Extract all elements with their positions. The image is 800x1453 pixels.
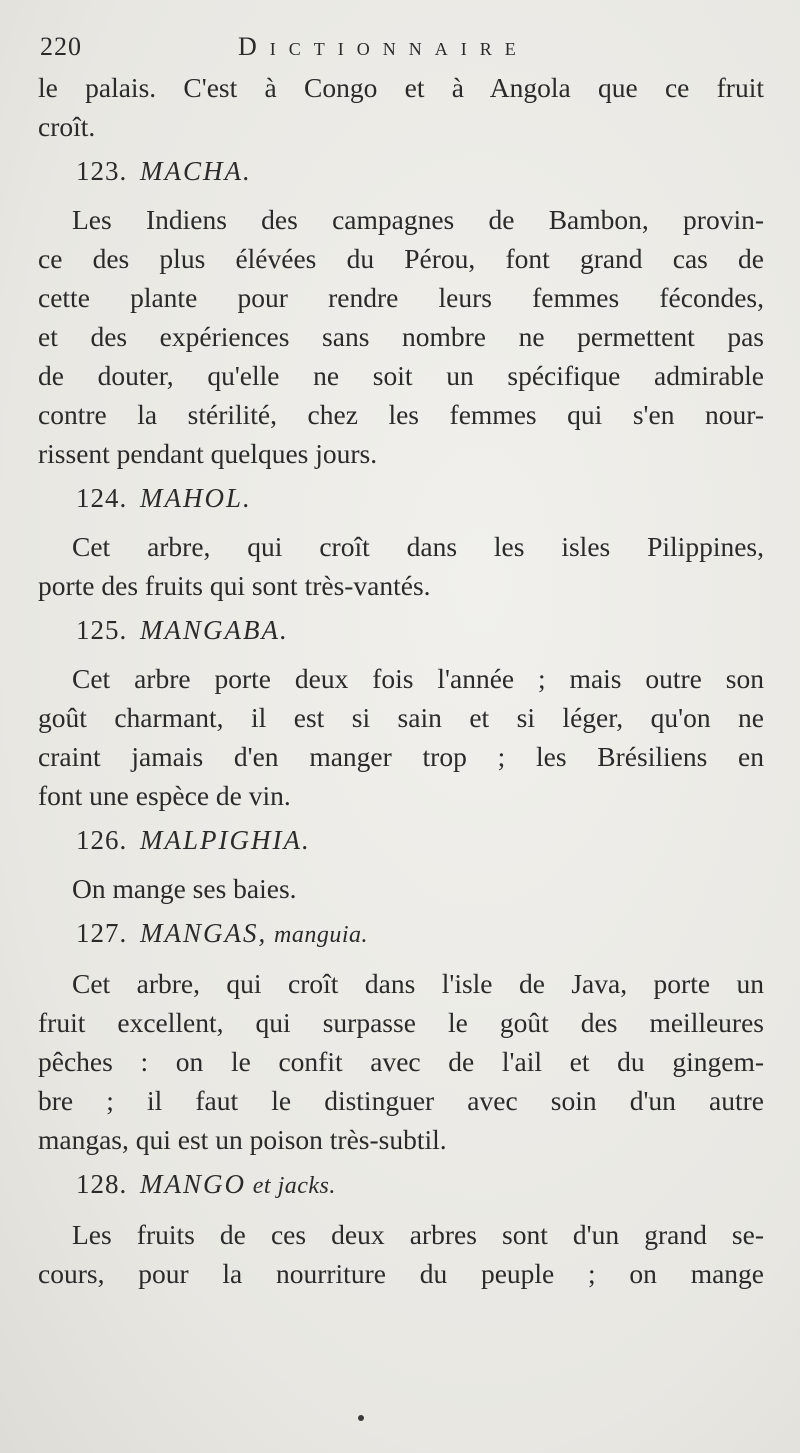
entry-number: 128. bbox=[76, 1169, 128, 1199]
entry-heading-124 bbox=[76, 479, 764, 517]
text-line: fruit excellent, qui surpasse le goût des meilleures bbox=[38, 1007, 764, 1038]
text-line: Cet arbre, qui croît dans l'isle de Java, porte un bbox=[72, 968, 764, 999]
entry-heading-126 bbox=[76, 821, 764, 859]
entry-name: MANGABA. bbox=[140, 615, 289, 645]
text-line: Les Indiens des campagnes de Bambon, provin- bbox=[72, 204, 764, 235]
text-line: le palais. C'est à Congo et à Angola que ce fruit bbox=[38, 72, 764, 103]
entry-name: MANGO bbox=[140, 1169, 246, 1199]
entry-heading-127 bbox=[76, 914, 764, 954]
entry-number: 126. bbox=[76, 825, 128, 855]
entry-alt-name: manguia. bbox=[273, 922, 368, 948]
entry-name: MANGAS, bbox=[140, 918, 268, 948]
text-line: bre ; il faut le distinguer avec soin d'un autre bbox=[38, 1085, 764, 1116]
entry-name: MALPIGHIA. bbox=[140, 825, 311, 855]
text-line: On mange ses baies. bbox=[72, 873, 297, 904]
text-line: porte des fruits qui sont très-vantés. bbox=[38, 570, 431, 601]
entry-number: 125. bbox=[76, 615, 128, 645]
printer-mark bbox=[358, 1415, 364, 1421]
entry-body-127 bbox=[38, 964, 764, 1159]
text-line: font une espèce de vin. bbox=[38, 780, 291, 811]
text-line: goût charmant, il est si sain et si léger, qu'on ne bbox=[38, 702, 764, 733]
text-line: craint jamais d'en manger trop ; les Brésiliens en bbox=[38, 741, 764, 772]
entry-name: MACHA. bbox=[140, 156, 252, 186]
text-line: cette plante pour rendre leurs femmes fécondes, bbox=[38, 282, 764, 313]
text-line: mangas, qui est un poison très-subtil. bbox=[38, 1124, 447, 1155]
entry-body-123 bbox=[38, 200, 764, 473]
entry-heading-123 bbox=[76, 152, 764, 190]
text-line: cours, pour la nourriture du peuple ; on mange bbox=[38, 1258, 764, 1289]
text-line: Cet arbre porte deux fois l'année ; mais outre son bbox=[72, 663, 764, 694]
entry-alt-name: et jacks. bbox=[252, 1173, 336, 1199]
entry-body-124 bbox=[38, 527, 764, 605]
running-title: Dictionnaire bbox=[238, 32, 529, 61]
entry-number: 124. bbox=[76, 483, 128, 513]
entry-body-125 bbox=[38, 659, 764, 815]
text-line: Les fruits de ces deux arbres sont d'un grand se- bbox=[72, 1219, 764, 1250]
entry-body-128 bbox=[38, 1215, 764, 1293]
entry-heading-125 bbox=[76, 611, 764, 649]
text-line: et des expériences sans nombre ne permettent pas bbox=[38, 321, 764, 352]
entry-number: 127. bbox=[76, 918, 128, 948]
text-line: Cet arbre, qui croît dans les isles Pilippines, bbox=[72, 531, 764, 562]
page-number: 220 bbox=[40, 32, 82, 61]
text-line: croît. bbox=[38, 111, 96, 142]
page-text bbox=[38, 68, 764, 1293]
text-line: de douter, qu'elle ne soit un spécifique admirable bbox=[38, 360, 764, 391]
continued-paragraph bbox=[38, 68, 764, 146]
running-head bbox=[38, 28, 764, 68]
entry-body-126 bbox=[38, 869, 764, 908]
entry-name: MAHOL. bbox=[140, 483, 252, 513]
text-line: contre la stérilité, chez les femmes qui s'en nour- bbox=[38, 399, 764, 430]
text-line: ce des plus élévées du Pérou, font grand cas de bbox=[38, 243, 764, 274]
text-line: pêches : on le confit avec de l'ail et du gingem- bbox=[38, 1046, 764, 1077]
text-line: rissent pendant quelques jours. bbox=[38, 438, 378, 469]
entry-number: 123. bbox=[76, 156, 128, 186]
entry-heading-128 bbox=[76, 1165, 764, 1205]
